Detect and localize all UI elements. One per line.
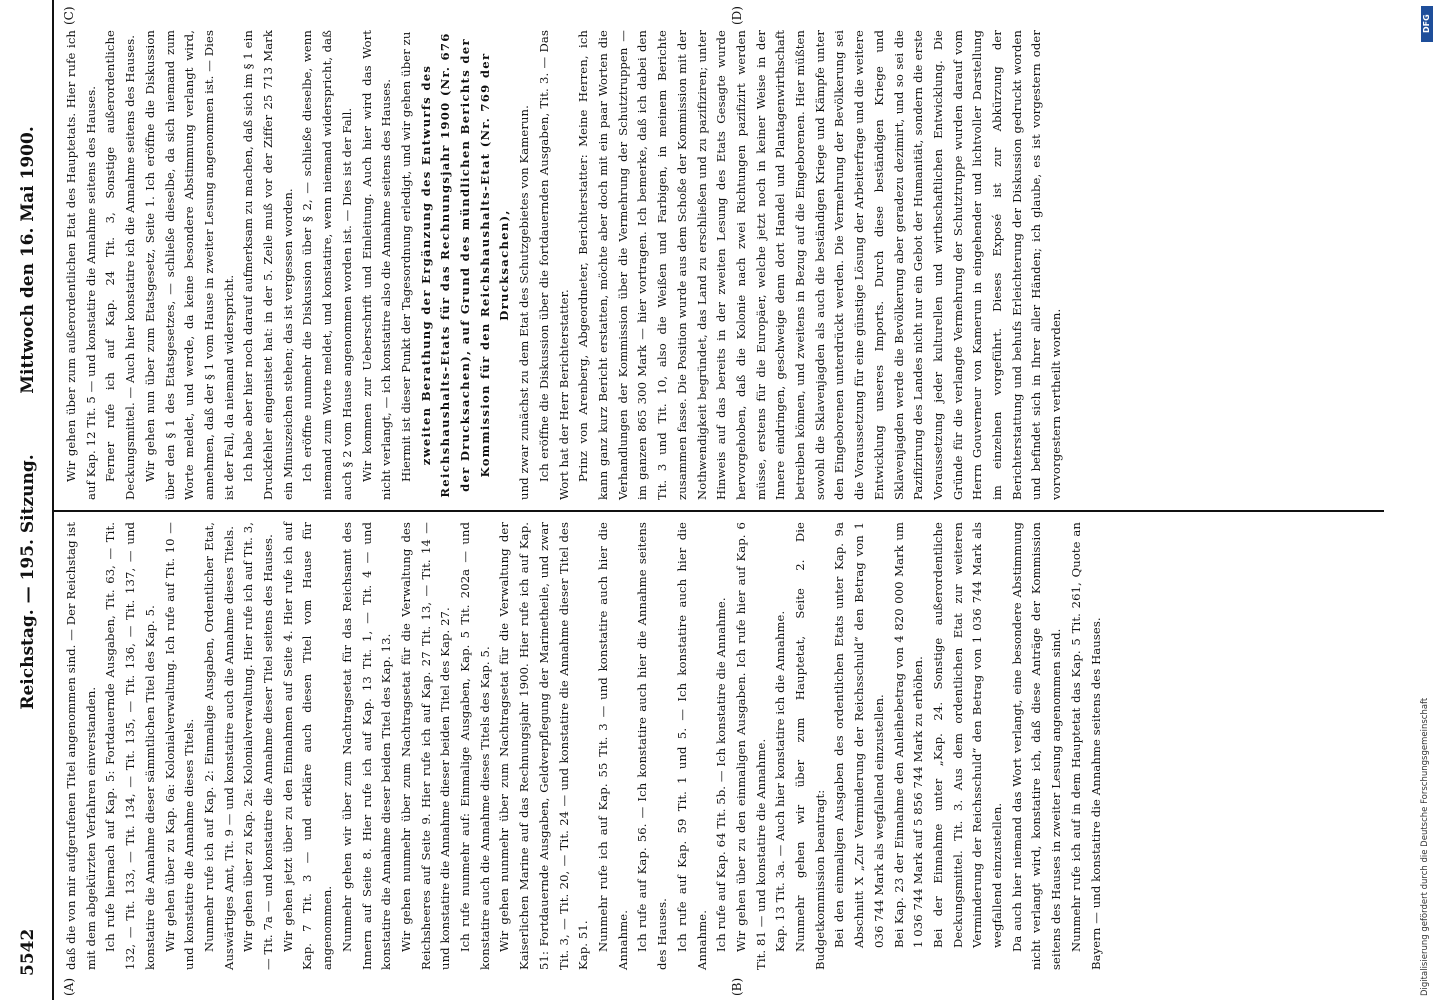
paragraph: Wir gehen nunmehr über zum Nachtragsetat für die Verwaltung des Reichsheeres auf Seite 9. Hier rufe ich auf Kap. 27 Tit. 13, — Tit. 14 — und konstatire die Annahme dieser beiden Titel des Kap. 27.	[398, 522, 453, 970]
margin-marker-a: (A)	[62, 977, 76, 996]
right-column	[62, 30, 1067, 500]
paragraph: Wir gehen über zu den einmaligen Ausgaben. Ich rufe hier auf Kap. 6 Tit. 81 — und konstatire die Annahme.	[733, 522, 768, 970]
dfg-logo: DFG	[1421, 6, 1433, 42]
digitization-credit: Digitalisierung gefördert durch die Deutsche Forschungsgemeinschaft	[1420, 697, 1430, 996]
paragraph: Wir kommen zur Ueberschrift und Einleitung. Auch hier wird das Wort nicht verlangt, — ich konstatire also die Annahme seitens des Hauses.	[359, 30, 394, 500]
paragraph: Ich eröffne die Diskussion über die fortdauernden Ausgaben, Tit. 3. — Das Wort hat der Herr Berichterstatter.	[536, 30, 571, 500]
motion-item: Bei Kap. 23 der Einnahme den Anleihebetrag von 4 820 000 Mark um 1 036 744 Mark auf 5 856 744 Mark zu erhöhen.	[891, 522, 926, 948]
paragraph: Ich habe aber hier noch darauf aufmerksam zu machen, daß sich im § 1 ein Druckfehler eingenistet hat: in der 5. Zeile muß vor der Ziffer 25 713 Mark ein Minuszeichen stehen; das ist vergessen worden.	[241, 30, 295, 500]
paragraph: Nunmehr gehen wir über zum Hauptetat, Seite 2. Die Budgetkommission beantragt:	[793, 522, 827, 970]
margin-marker-c: (C)	[62, 6, 76, 25]
paragraph: Ich eröffne nunmehr die Diskussion über § 2, — schließe dieselbe, wenn niemand zum Worte meldet, und konstatire, wenn niemand widerspricht, daß auch § 2 vom Hause angenommen worden ist. — Dies ist der Fall.	[300, 30, 354, 500]
agenda-heading-text: zweiten Berathung der Ergänzung des Entwurfs des Reichshaushalts-Etats für das Rechnungsjahr 1900 (Nr. 676 der Drucksachen), auf Grund des mündlichen Berichts der Kommission für den Reichshaushalts-Etat (Nr. 769 der Drucksachen),	[418, 32, 512, 498]
paragraph: Nunmehr rufe ich auf in dem Hauptetat das Kap. 5 Tit. 261, Quote an Bayern — und konstatire die Annahme seitens des Hauses.	[1068, 522, 1103, 970]
paragraph: daß die von mir aufgerufenen Titel angenommen sind. — Der Reichstag ist mit dem abgekürzten Verfahren einverstanden.	[64, 522, 98, 970]
margin-marker-d: (D)	[730, 6, 744, 25]
paragraph: Ich rufe auf Kap. 64 Tit. 5b. — Ich konstatire die Annahme.	[714, 597, 729, 952]
motion-item: Bei den einmaligen Ausgaben des ordentlichen Etats unter Kap. 9a Abschnitt X „Zur Verminderung der Reichsschuld“ den Betrag von 1 036 744 Mark als wegfallend einzustellen.	[832, 522, 886, 948]
paragraph: Ich rufe nunmehr auf: Einmalige Ausgaben, Kap. 5 Tit. 202a — und konstatire auch die Annahme dieses Titels des Kap. 5.	[458, 522, 492, 970]
column-divider	[54, 510, 1384, 512]
paragraph: Ich rufe auf Kap. 59 Tit. 1 und 5. — Ich konstatire auch hier die Annahme.	[674, 522, 709, 970]
paragraph: Nunmehr gehen wir über zum Nachtragsetat für das Reichsamt des Innern auf Seite 8. Hier rufe ich auf Kap. 13 Tit. 1, — Tit. 4 — und konstatire die Annahme dieser beiden Titel des Kap. 13.	[339, 522, 394, 970]
paragraph: Wir gehen über zum außerordentlichen Etat des Hauptetats. Hier rufe ich auf Kap. 12 Tit. 5 — und konstatire die Annahme seitens des Hauses.	[64, 30, 98, 500]
paragraph: Ich rufe hiernach auf Kap. 5: Fortdauernde Ausgaben, Tit. 63, — Tit. 132, — Tit. 133, — Tit. 134, — Tit. 135, — Tit. 136, — Tit. 137, — und konstatire die Annahme dieser sämmtlichen Titel des Kap. 5.	[103, 522, 157, 970]
motion-item: Bei der Einnahme unter „Kap. 24. Sonstige außerordentliche Deckungsmittel. Tit. 3. Aus dem ordentlichen Etat zur weiteren Verminderung der Reichsschuld“ den Betrag von 1 036 744 Mark als wegfallend einzustellen.	[930, 522, 1005, 948]
paragraph: Nunmehr rufe ich auf Kap. 2: Einmalige Ausgaben, Ordentlicher Etat, Auswärtiges Amt, Tit. 9 — und konstatire auch die Annahme dieses Titels.	[201, 522, 236, 970]
paragraph: Ich rufe auf Kap. 56. — Ich konstatire auch hier die Annahme seitens des Hauses.	[635, 522, 670, 970]
paragraph: Da auch hier niemand das Wort verlangt, eine besondere Abstimmung nicht verlangt wird, konstatire ich, daß diese Anträge der Kommission seitens des Hauses in zweiter Lesung angenommen sind.	[1009, 522, 1064, 970]
paragraph: Wir gehen jetzt über zu den Einnahmen auf Seite 4. Hier rufe ich auf Kap. 7 Tit. 3 — und erkläre auch diesen Titel vom Hause für angenommen.	[280, 522, 335, 970]
header-session: Reichstag. — 195. Sitzung.	[18, 454, 38, 710]
paragraph: Prinz von Arenberg, Abgeordneter, Berichterstatter: Meine Herren, ich kann ganz kurz Bericht erstatten, möchte aber doch mit ein paar Worten die Verhandlungen der Kommission über die Vermehrung der Schutztruppen — im ganzen 865 300 Mark — hier vortragen. Ich bemerke, daß ich dabei den Tit. 3 und Tit. 10, also die Weißen und Farbigen, in meinem Berichte zusammen fasse. Die Position wurde aus dem Schoße der Kommission mit der Nothwendigkeit begründet, das Land zu erschließen und zu pazifiziren; unter Hinweis auf das bereits in der zweiten Lesung des Etats Gesagte wurde hervorgehoben, daß die Kolonie nach zwei Richtungen pazifizirt werden müsse, erstens für die Europäer, welche jetzt noch in keiner Weise in der Innere eindringen, geschweige denn dort Handel und Plantagenwirthschaft betreiben können, und zweitens in Bezug auf die Eingeborenen. Hier müßten sowohl die Sklavenjagden als auch die beständigen Kriege und Kämpfe unter den Eingeborenen unterdrückt werden. Die Vermehrung der Bevölkerung sei die Voraussetzung für eine günstige Lösung der Arbeiterfrage und die weitere Entwicklung unseres Imports. Durch diese beständigen Kriege und Sklavenjagden werde die Bevölkerung aber geradezu dezimirt, und so sei die Pazifizirung des Landes nicht nur ein Gebot der Humanität, sondern die erste Voraussetzung jeder kulturellen und wirthschaftlichen Entwicklung. Die Gründe für die verlangte Vermehrung der Schutztruppe wurden darauf vom Herrn Gouverneur von Kamerun in eingehender und lichtvoller Darstellung im einzelnen vorgeführt. Dieses Exposé ist zur Abkürzung der Berichterstattung und behufs Erleichterung der Diskussion gedruckt worden und befindet sich in Ihrer aller Händen; ich glaube, es ist vorgestern oder vorvorgestern vertheilt worden.	[576, 30, 1064, 500]
paragraph: und zwar zunächst zu dem Etat des Schutzgebietes von Kamerun.	[517, 105, 532, 500]
page-header	[12, 0, 52, 1000]
header-date: Mittwoch den 16. Mai 1900.	[18, 126, 38, 394]
paragraph: Wir gehen über zu Kap. 6a: Kolonialverwaltung. Ich rufe auf Tit. 10 — und konstatire die Annahme dieses Titels.	[162, 522, 197, 970]
paragraph: Kap. 13 Tit. 3a. — Auch hier konstatire ich die Annahme.	[773, 610, 788, 952]
paragraph: Wir gehen über zu Kap. 2a: Kolonialverwaltung. Hier rufe ich auf Tit. 3, — Tit. 7a — und konstatire die Annahme dieser Titel seitens des Hauses.	[241, 522, 276, 970]
paragraph: Nunmehr rufe ich auf Kap. 55 Tit. 3 — und konstatire auch hier die Annahme.	[595, 522, 630, 970]
paragraph: Hiermit ist dieser Punkt der Tagesordnung erledigt, und wir gehen über zu	[398, 31, 413, 482]
left-column	[62, 522, 1106, 970]
page-number: 5542	[18, 928, 38, 976]
agenda-heading	[417, 30, 516, 500]
paragraph: Wir gehen nun über zum Etatsgesetz, Seite 1. Ich eröffne die Diskussion über den § 1 des Etatsgesetzes, — schließe dieselbe, da sich niemand zum Worte meldet, und werde, da keine besondere Abstimmung verlangt wird, annehmen, daß der § 1 vom Hause in zweiter Lesung angenommen ist. — Dies ist der Fall, da niemand widerspricht.	[142, 30, 236, 500]
paragraph: Wir gehen nunmehr über zum Nachtragsetat für die Verwaltung der Kaiserlichen Marine auf das Rechnungsjahr 1900. Hier rufe ich auf Kap. 51: Fortdauernde Ausgaben, Geldverpflegung der Marinetheile, und zwar Tit. 3, — Tit. 20, — Tit. 24 — und konstatire die Annahme dieser Titel des Kap. 51.	[497, 522, 591, 970]
paragraph: Ferner rufe ich auf Kap. 24 Tit. 3, Sonstige außerordentliche Deckungsmittel. — Auch hier konstatire ich die Annahme seitens des Hauses.	[103, 30, 138, 500]
margin-marker-b: (B)	[730, 977, 744, 996]
header-rule	[52, 0, 54, 1000]
